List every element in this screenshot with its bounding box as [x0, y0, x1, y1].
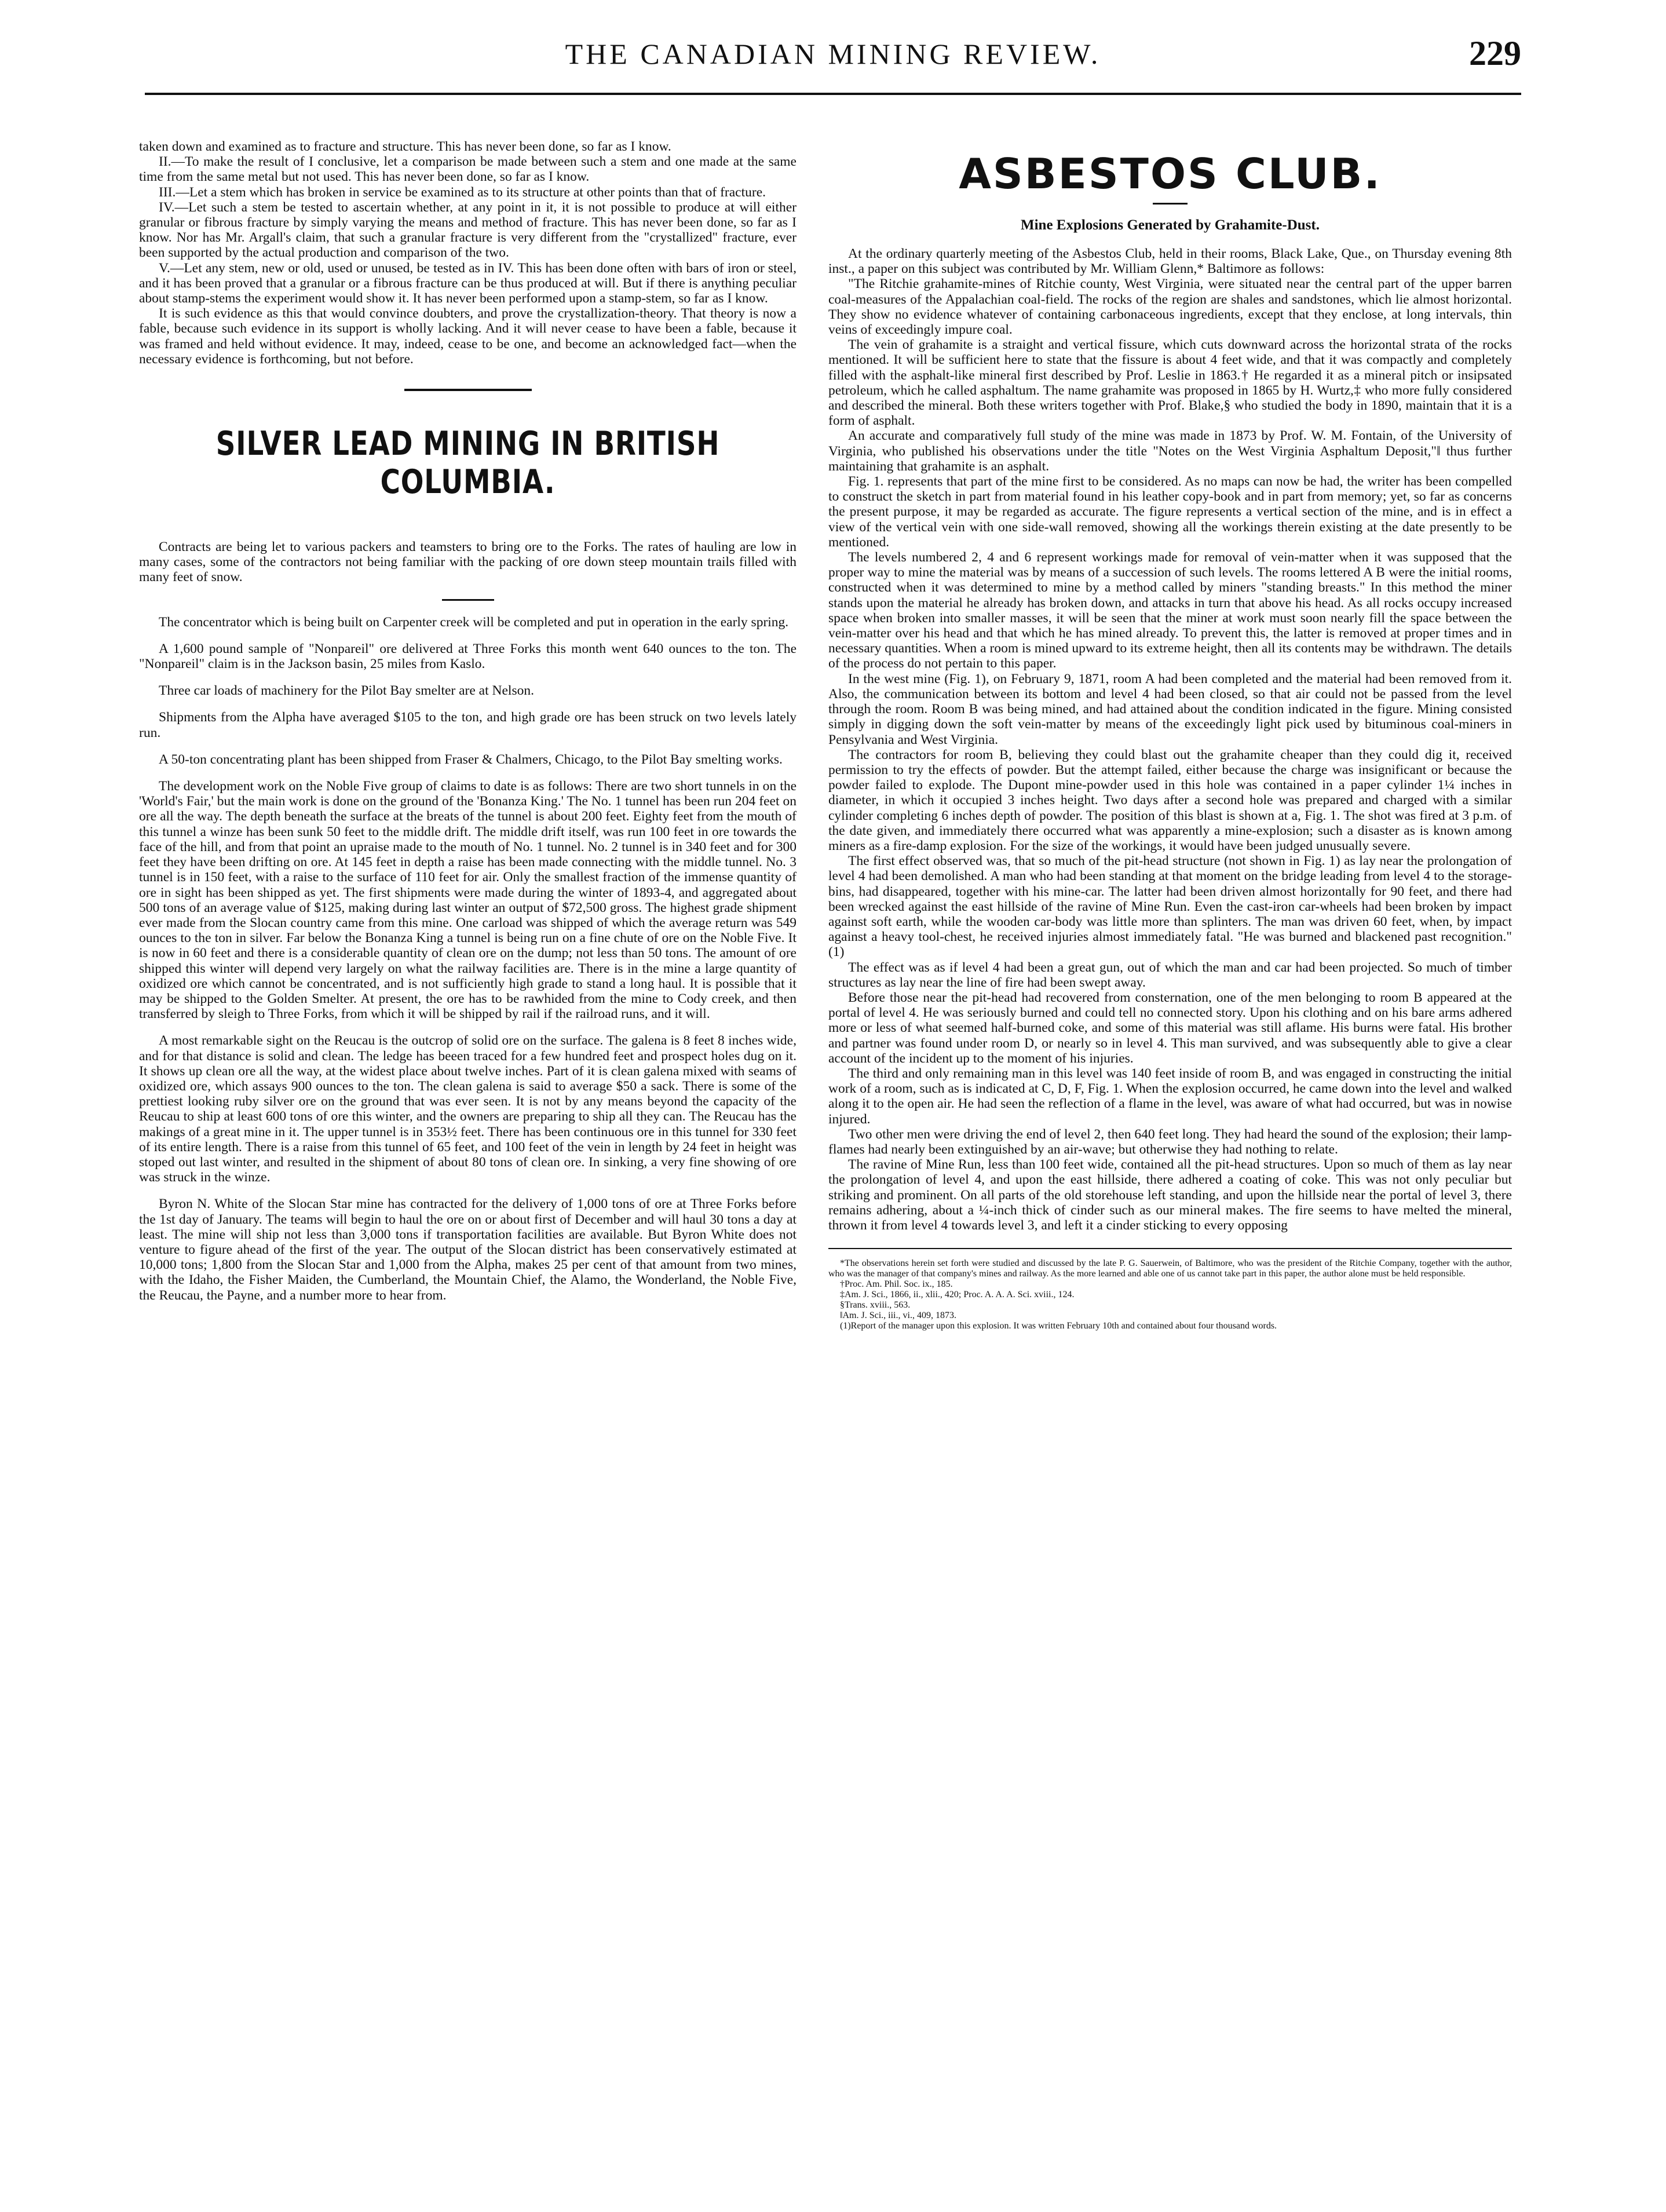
news-item: A most remarkable sight on the Reucau is the outcrop of solid ore on the surface. The galena is 8 feet 8 inches wide, and for that distance is solid and clean. The ledge has beeen traced for a few hundred feet and prospect holes dug on it. It shows up clean ore all the way, at the widest place about twelve inches. Part of it is clean galena mixed with seams of oxidized ore, which assays 900 ounces to the ton. The clean galena is said to average $50 a sack. There is some of the prettiest looking ruby silver ore on the ground that was ever seen. It is not by any means beyond the capacity of the Reucau to ship at least 600 tons of ore this winter, and the owners are preparing to ship all they can. The Reucau has the makings of a great mine in it. The upper tunnel is in 353½ feet. There has been continuous ore in this tunnel for 330 feet of its entire length. There is a raise from this tunnel of 65 feet, and 100 feet of the vein in length by 24 feet in height was stoped out last winter, and resulted in the shipment of about 80 tons of clean ore. In sinking, a very fine showing of ore was struck in the winze.: [139, 1033, 797, 1185]
paragraph: Before those near the pit-head had recovered from consternation, one of the men belonging to room B appeared at the portal of level 4. He was seriously burned and could tell no connected story. Upon his clothing and on his bare arms adhered more or less of what seemed half-burned coke, and some of this material was still aflame. His burns were fatal. His brother and partner was found under room D, or nearly so in level 4. This man survived, and was subsequently able to give a clear account of the incident up to the moment of his injuries.: [828, 990, 1512, 1066]
paragraph: The ravine of Mine Run, less than 100 feet wide, contained all the pit-head structures. Upon so much of them as lay near the prolongation of level 4, and upon the east hillside, there adhered a coating of coke. This was not only peculiar but striking and prominent. On all parts of the old storehouse left standing, and upon the hillside near the portal of level 3, there remains adhering, about a ¼-inch thick of cinder such as our mineral makes. The fire seems to have melted the mineral, thrown it from level 4 towards level 3, and left it a cinder sticking to every opposing: [828, 1157, 1512, 1233]
news-item: Contracts are being let to various packers and teamsters to bring ore to the Forks. The rates of hauling are low in many cases, some of the contractors not being familiar with the packing of ore down steep mountain trails filled with many feet of snow.: [139, 539, 797, 585]
paragraph: II.—To make the result of I conclusive, let a comparison be made between such a stem and one made at the same time from the same metal but not used. This has never been done, so far as I know.: [139, 154, 797, 185]
paragraph: The levels numbered 2, 4 and 6 represent workings made for removal of vein-matter when it was supposed that the proper way to mine the material was by means of a succession of such levels. The rooms lettered A B were the initial rooms, constructed when it was determined to mine by a method called by miners "standing breasts." In this method the miner stands upon the material he already has broken down, and attacks in turn that above his head. As all rocks occupy increased space when broken into smaller masses, it will be seen that the miner at work must soon nearly fill the space between the vein-matter over his head and that which he has mined already. To prevent this, the latter is removed at proper times and in necessary quantities. When a room is mined upward to its extreme height, then all its contents may be withdrawn. The details of the process do not pertain to this paper.: [828, 550, 1512, 671]
footnote: ‖Am. J. Sci., iii., vi., 409, 1873.: [840, 1311, 956, 1321]
item-divider: [442, 599, 494, 601]
page-number: 229: [1469, 34, 1521, 72]
section-divider: [404, 389, 532, 391]
paragraph: taken down and examined as to fracture and structure. This has never been done, so far as I know.: [139, 139, 671, 154]
paragraph: Two other men were driving the end of level 2, then 640 feet long. They had heard the sound of the explosion; their lamp-flames had nearly been extinguished by an air-wave; but otherwise they had nothing to relate.: [828, 1126, 1512, 1157]
silver-lead-article: [139, 539, 797, 1303]
news-item: Byron N. White of the Slocan Star mine has contracted for the delivery of 1,000 tons of ore at Three Forks before the 1st day of January. The teams will begin to haul the ore on or about first of December and will haul 30 tons a day at least. The mine will ship not less than 3,000 tons if transportation facilities are available. But Byron White does not venture to figure ahead of the first of the year. The output of the Slocan district has been conservatively estimated at 10,000 tons; 1,800 from the Slocan Star and 1,000 from the Alpha, makes 25 per cent of that amount from two mines, with the Idaho, the Fisher Maiden, the Cumberland, the Mountain Chief, the Alamo, the Wonderland, the Noble Five, the Reucau, the Payne, and a number more to hear from.: [139, 1196, 797, 1303]
paragraph: In the west mine (Fig. 1), on February 9, 1871, room A had been completed and the material had been removed from it. Also, the communication between its bottom and level 4 had been closed, so that air could not be passed from the level through the room. Room B was being mined, and had attained about the condition indicated in the figure. Mining consisted simply in digging down the soft vein-matter by means of the exceedingly light pick used by bituminous coal-miners in Pensylvania and West Virginia.: [828, 671, 1512, 747]
paragraph: At the ordinary quarterly meeting of the Asbestos Club, held in their rooms, Black Lake, Que., on Thursday evening 8th inst., a paper on this subject was contributed by Mr. William Glenn,* Baltimore as follows:: [828, 246, 1512, 277]
paragraph: The contractors for room B, believing they could blast out the grahamite cheaper than they could dig it, received permission to try the effects of powder. But the attempt failed, either because the charge was insignificant or because the powder failed to explode. The Dupont mine-powder used in this hole was contained in a paper cylinder 1¼ inches in diameter, in which it occupied 3 inches height. Two days after a second hole was prepared and charged with a similar cylinder completing 6 inches depth of powder. The position of this blast is shown at a, Fig. 1. The shot was fired at 3 p.m. of the date given, and immediately there occurred what was apparently a mine-explosion; such a disaster as is known among miners as a fire-damp explosion. For the size of the workings, it would have been judged unusually severe.: [828, 747, 1512, 853]
paragraph: III.—Let a stem which has broken in service be examined as to its structure at other points than that of fracture.: [159, 184, 766, 200]
footnote: *The observations herein set forth were studied and discussed by the late P. G. Sauerwein, of Baltimore, who was the president of the Ritchie Company, together with the author, who was the manager of that company's mines and railway. As the more learned and able one of us cannot take part in this paper, the author alone must be held responsible.: [828, 1258, 1512, 1279]
paragraph: IV.—Let such a stem be tested to ascertain whether, at any point in it, it is not possible to produce at will either granular or fibrous fracture by simply varying the means and method of fracture. This has never been done, so far as I know. Nor has Mr. Argall's claim, that such a granular fracture is very different from the "crystallized" fracture, ever been supported by the actual production and comparison of the two.: [139, 199, 797, 261]
asbestos-club-heading: ASBESTOS CLUB.: [959, 149, 1382, 198]
news-item: The development work on the Noble Five group of claims to date is as follows: There are two short tunnels in on the 'World's Fair,' but the main work is done on the ground of the 'Bonanza King.' The No. 1 tunnel has been run 204 feet on ore all the way. The depth beneath the surface at the breats of the tunnel is about 200 feet. Eighty feet from the mouth of this tunnel a winze has been sunk 50 feet to the middle drift. The middle drift itself, was run 100 feet in ore towards the face of the hill, and from that point an upraise made to the mouth of No. 1 tunnel. No. 2 tunnel is in 340 feet and for 300 feet they have been drifting on ore. At 145 feet in depth a raise has been made connecting with the middle tunnel. No. 3 tunnel is in 150 feet, with a raise to the surface of 110 feet for air. Only the smallest fraction of the immense quantity of ore in sight has been shipped as yet. The first shipments were made during the winter of 1893-4, and aggregated about 500 tons of an average value of $125, making during last winter an output of $72,500 gross. The highest grade shipment ever made from the Slocan country came from this mine. One carload was shipped of which the average return was 549 ounces to the ton in silver. Far below the Bonanza King a tunnel is being run on a fine chute of ore on the Noble Five. It is now in 60 feet and there is a considerable quantity of clean ore on the dump; not less than 50 tons. The amount of ore shipped this winter will depend very largely on what the railway facilities are. There is in the mine a large quantity of oxidized ore which cannot be concentrated, and is not sufficiently high grade to stand a long haul. It is possible that it may be shipped to the Golden Smelter. At present, the ore has to be rawhided from the mine to Cody creek, and then transferred by sleigh to Three Forks, from which it will be shipped by rail if the railroad runs, and it will.: [139, 779, 797, 1022]
news-item: Three car loads of machinery for the Pilot Bay smelter are at Nelson.: [159, 683, 534, 699]
paragraph: The effect was as if level 4 had been a great gun, out of which the man and car had been projected. So much of timber structures as lay near the line of fire had been swept away.: [828, 959, 1512, 990]
footnote: §Trans. xviii., 563.: [840, 1300, 911, 1311]
footnote: ‡Am. J. Sci., 1866, ii., xlii., 420; Proc. A. A. A. Sci. xviii., 124.: [840, 1290, 1075, 1300]
paragraph: "The Ritchie grahamite-mines of Ritchie county, West Virginia, were situated near the central part of the upper barren coal-measures of the Appalachian coal-field. The rocks of the region are shales and sandstones, which lie almost horizontal. They show no evidence whatever of containing carbonaceous ingredients, except that they enclose, at long intervals, thin veins of exceedingly impure coal.: [828, 276, 1512, 338]
right-column: [828, 139, 1512, 1331]
paragraph: The vein of grahamite is a straight and vertical fissure, which cuts downward across the horizontal strata of the rocks mentioned. It will be sufficient here to state that the fissure is about 4 feet wide, and that it was compactly and completely filled with the asphalt-like mineral first described by Prof. Leslie in 1863.† He regarded it as a mineral pitch or insipsated petroleum, which he called asphaltum. The name grahamite was proposed in 1865 by H. Wurtz,‡ who more fully considered and described the mineral. Both these writers together with Prof. Blake,§ who studied the body in 1890, maintain that it is a form of asphalt.: [828, 337, 1512, 429]
stamp-stem-article-continuation: [139, 139, 797, 367]
paragraph: Fig. 1. represents that part of the mine first to be considered. As no maps can now be had, the writer has been compelled to construct the sketch in part from material found in his leather copy-book and in part from memory; yet, so far as concerns the present purpose, it may be regarded as accurate. The figure represents a vertical section of the mine, and is in effect a view of the vertical vein with one side-wall removed, showing all the workings therein existing at the date presently to be mentioned.: [828, 474, 1512, 550]
publication-title: THE CANADIAN MINING REVIEW.: [565, 38, 1101, 70]
paragraph: The first effect observed was, that so much of the pit-head structure (not shown in Fig. 1) as lay near the prolongation of level 4 had been demolished. A man who had been standing at that moment on the bridge leading from level 4 to the storage-bins, had disappeared, together with his mine-car. The latter had been driven almost horizontally for 90 feet, and there had been wrecked against the east hillside of the ravine of Mine Run. Even the cast-iron car-wheels had been broken by impact against soft earth, while the wooden car-body was little more than splinters. The man was driven 60 feet, when, by impact against a heavy tool-chest, he received injuries almost immediately fatal. "He was burned and blackened past recognition."(1): [828, 853, 1512, 960]
paragraph: An accurate and comparatively full study of the mine was made in 1873 by Prof. W. M. Fontain, of the University of Virginia, who published his observations under the title "Notes on the West Virginia Asphaltum Deposit,"‖ thus further maintaining that grahamite is an asphalt.: [828, 428, 1512, 474]
running-header: [145, 29, 1521, 95]
news-item: The concentrator which is being built on Carpenter creek will be completed and put in operation in the early spring.: [159, 614, 789, 630]
heading-rule: [1153, 203, 1188, 205]
paragraph: The third and only remaining man in this level was 140 feet inside of room B, and was engaged in constructing the initial work of a room, such as is indicated at C, D, F, Fig. 1. When the explosion occurred, he came down into the level and walked along it to the open air. He had seen the reflection of a flame in the level, was aware of what had occurred, but was in nowise injured.: [828, 1065, 1512, 1127]
news-item: A 1,600 pound sample of "Nonpareil" ore delivered at Three Forks this month went 640 ounces to the ton. The "Nonpareil" claim is in the Jackson basin, 25 miles from Kaslo.: [139, 641, 797, 672]
news-item: Shipments from the Alpha have averaged $105 to the ton, and high grade ore has been struck on two levels lately run.: [139, 710, 797, 740]
paragraph: V.—Let any stem, new or old, used or unused, be tested as in IV. This has been done often with bars of iron or steel, and it has been proved that a granular or a fibrous fracture can be thus produced at will. But if there is anything peculiar about stamp-stems the experiment would show it. It has never been performed upon a stamp-stem, so far as I know.: [139, 260, 797, 306]
left-column: [139, 139, 797, 1303]
paragraph: It is such evidence as this that would convince doubters, and prove the crystallization-theory. That theory is now a fable, because such evidence in its support is wholly lacking. And it will never cease to have been a fable, because it was framed and held without evidence. It may, indeed, cease to be one, and become an acknowledged fact—when the necessary evidence is forthcoming, but not before.: [139, 306, 797, 367]
asbestos-article-body: [828, 246, 1512, 1233]
footnotes: [828, 1248, 1512, 1331]
article-subheading: Mine Explosions Generated by Grahamite-Dust.: [1021, 217, 1320, 233]
silver-lead-heading: SILVER LEAD MINING IN BRITISH COLUMBIA.: [215, 425, 720, 502]
footnote: (1)Report of the manager upon this explosion. It was written February 10th and contained about four thousand words.: [840, 1321, 1277, 1331]
footnote: †Proc. Am. Phil. Soc. ix., 185.: [840, 1279, 953, 1290]
news-item: A 50-ton concentrating plant has been shipped from Fraser & Chalmers, Chicago, to the Pilot Bay smelting works.: [159, 751, 783, 767]
